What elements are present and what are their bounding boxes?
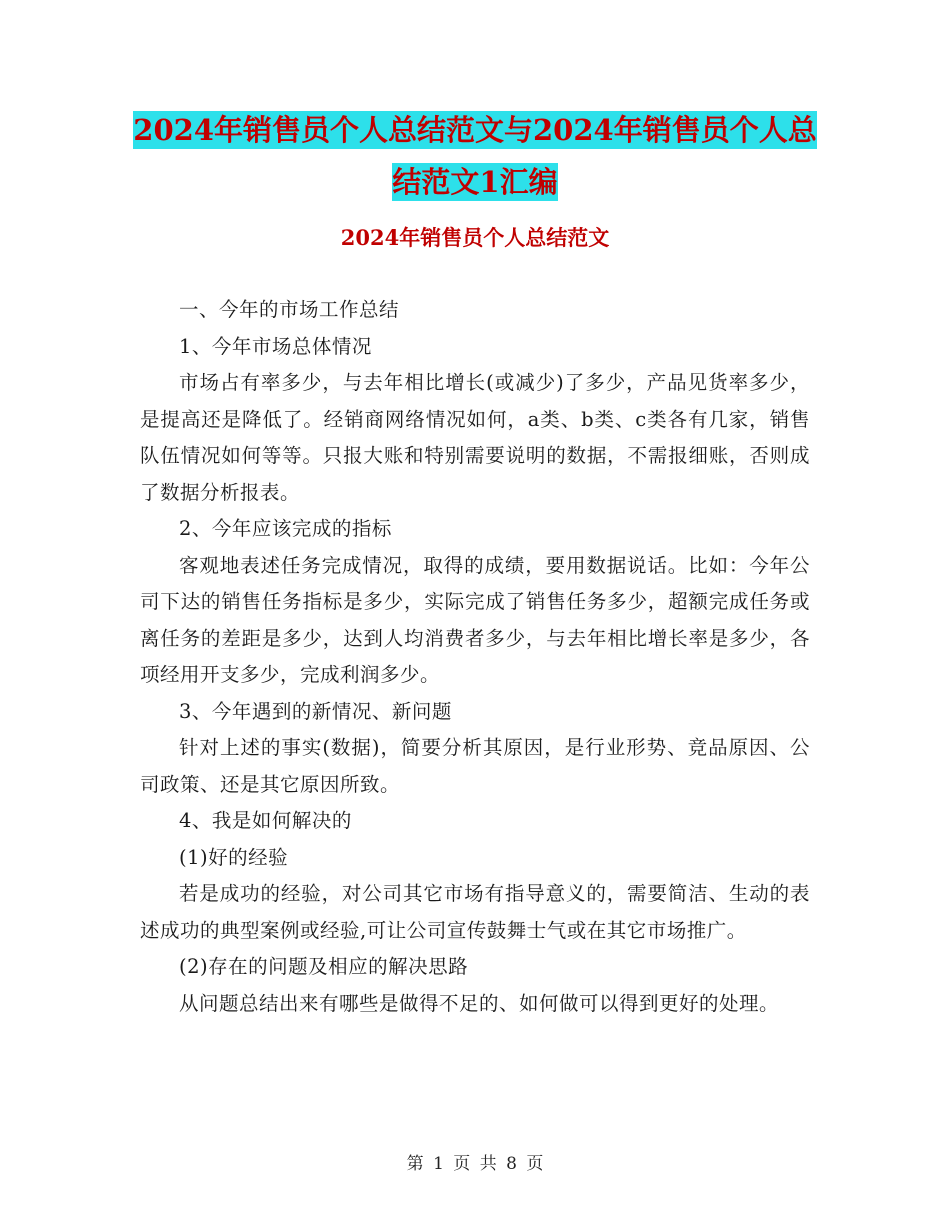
document-body xyxy=(140,292,810,1022)
heading-market-summary: 一、今年的市场工作总结 xyxy=(179,298,400,321)
paragraph-problems: 从问题总结出来有哪些是做得不足的、如何做可以得到更好的处理。 xyxy=(179,991,780,1015)
paragraph-overall-situation: 市场占有率多少，与去年相比增长(或减少)了多少，产品见货率多少，是提高还是降低了。经销商网络情况如何，a类、b类、c类各有几家，销售队伍情况如何等等。只报大账和特别需要说明的数据，不需报细账，否则成了数据分析报表。 xyxy=(140,371,810,504)
subheading-solutions: 4、我是如何解决的 xyxy=(179,809,352,832)
subheading-overall-situation: 1、今年市场总体情况 xyxy=(179,334,372,358)
paragraph-targets: 客观地表述任务完成情况，取得的成绩，要用数据说话。比如：今年公司下达的销售任务指标是多少，实际完成了销售任务多少，超额完成任务或离任务的差距是多少，达到人均消费者多少，与去年相比增长率是多少，各项经用开支多少，完成利润多少。 xyxy=(140,553,810,686)
subheading-problems: (2)存在的问题及相应的解决思路 xyxy=(179,955,469,978)
subheading-good-experience: (1)好的经验 xyxy=(179,845,289,869)
paragraph-new-issues: 针对上述的事实(数据)，简要分析其原因，是行业形势、竞品原因、公司政策、还是其它原因所致。 xyxy=(140,736,810,796)
paragraph-good-experience: 若是成功的经验，对公司其它市场有指导意义的，需要简洁、生动的表述成功的典型案例或经验,可让公司宣传鼓舞士气或在其它市场推广。 xyxy=(140,882,810,942)
page-footer: 第 1 页 共 8 页 xyxy=(406,1154,544,1174)
document-title xyxy=(120,104,830,208)
subheading-targets: 2、今年应该完成的指标 xyxy=(179,517,392,540)
subheading-new-issues: 3、今年遇到的新情况、新问题 xyxy=(179,699,452,723)
document-title-text: 2024年销售员个人总结范文与2024年销售员个人总结范文1汇编 xyxy=(133,113,817,199)
section-title: 2024年销售员个人总结范文 xyxy=(340,225,610,250)
